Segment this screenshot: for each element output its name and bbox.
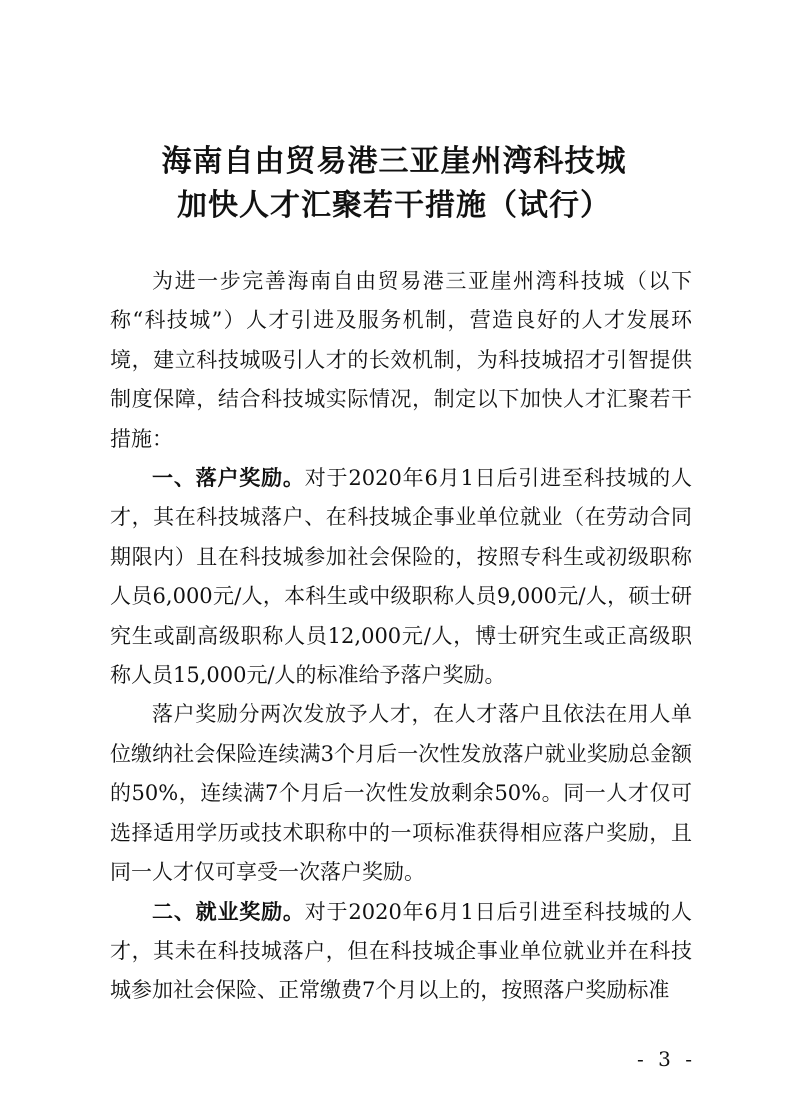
paragraph-text: 为进一步完善海南自由贸易港三亚崖州湾科技城（以下称“科技城”）人才引进及服务机制，营造良好的人才发展环境，建立科技城吸引人才的长效机制，为科技城招才引智提供制度保障，结合科技城实际情况，制定以下加快人才汇聚若干措施：: [110, 269, 692, 451]
paragraph-text: 对于2020年6月1日后引进至科技城的人才，其未在科技城落户，但在科技城企事业单位就业并在科技城参加社会保险、正常缴费7个月以上的，按照落户奖励标准: [110, 899, 692, 1003]
paragraph-settlement-reward: [110, 459, 692, 695]
paragraph-text: 落户奖励分两次发放予人才，在人才落户且依法在用人单位缴纳社会保险连续满3个月后一次性发放落户就业奖励总金额的50%，连续满7个月后一次性发放剩余50%。同一人才仅可选择适用学历或技术职称中的一项标准获得相应落户奖励，且同一人才仅可享受一次落户奖励。: [110, 702, 692, 885]
document-body: [110, 262, 692, 1011]
paragraph-settlement-payment: [110, 695, 692, 892]
paragraph-intro: [110, 262, 692, 459]
paragraph-employment-reward: [110, 893, 692, 1011]
page-number: - 3 -: [637, 1047, 696, 1071]
section-heading: 二、就业奖励。: [152, 899, 305, 924]
section-heading: 一、落户奖励。: [152, 466, 305, 491]
document-title-line-1: 海南自由贸易港三亚崖州湾科技城: [161, 144, 627, 179]
paragraph-text: 对于2020年6月1日后引进至科技城的人才，其在科技城落户、在科技城企事业单位就业（在劳动合同期限内）且在科技城参加社会保险的，按照专科生或初级职称人员6,000元/人，本科生或中级职称人员9,000元/人，硕士研究生或副高级职称人员12,000元/人，博士研究生或正高级职称人员15,000元/人的标准给予落户奖励。: [110, 466, 692, 688]
document-title-line-2: 加快人才汇聚若干措施（试行）: [177, 188, 611, 223]
